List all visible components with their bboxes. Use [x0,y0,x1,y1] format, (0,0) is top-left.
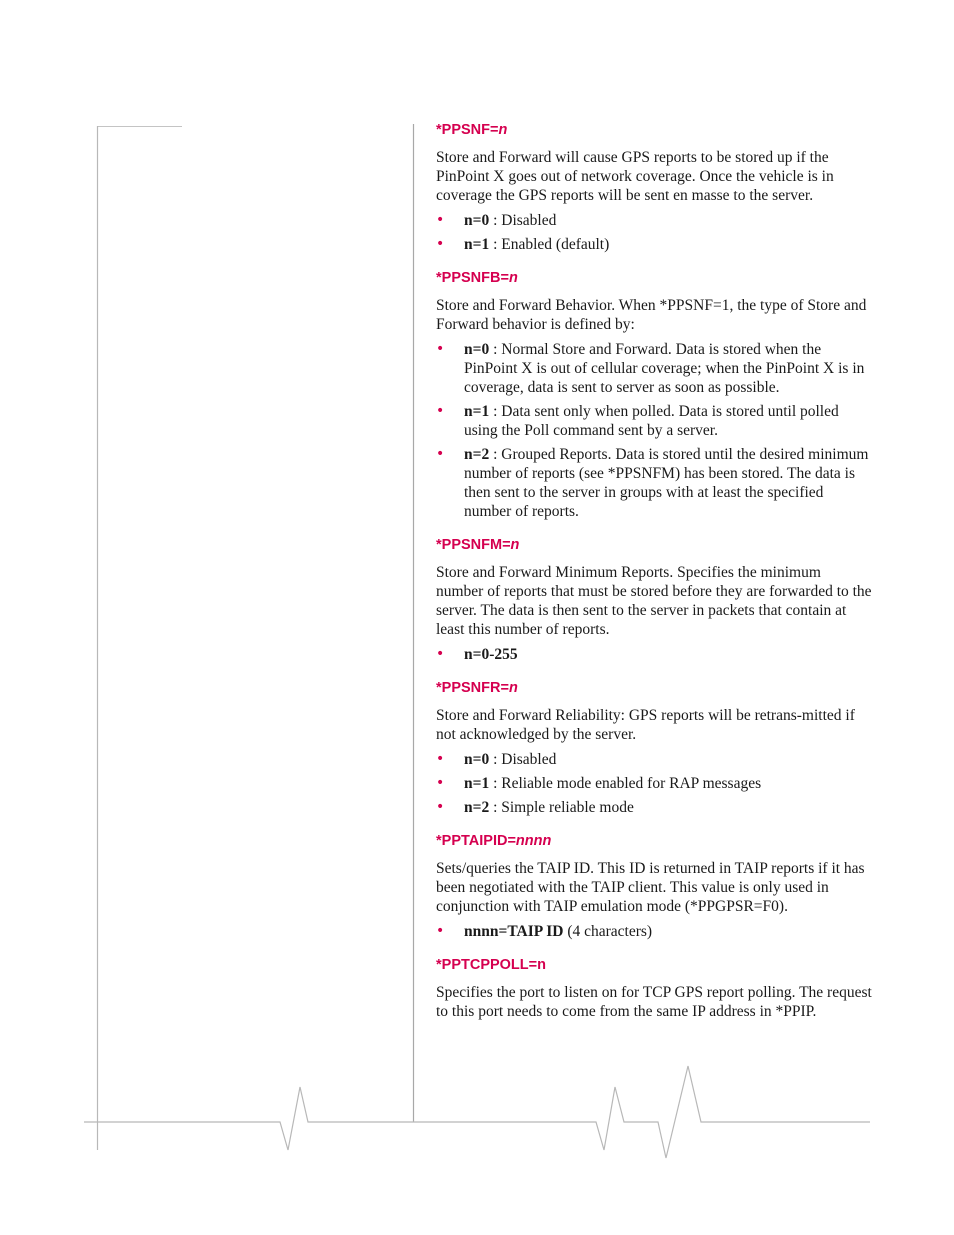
option-value: n=0 [464,751,490,768]
option-list [436,750,872,817]
description-paragraph: Store and Forward Behavior. When *PPSNF=1, the type of Store and Forward behavior is defined by: [436,297,867,333]
command-name: *PPSNFM= [436,537,511,553]
list-item [436,774,872,793]
command-argument: n [537,957,546,973]
list-item [436,750,872,769]
bullet-icon: • [436,751,445,767]
command-argument: n [508,270,518,286]
command-name: *PPTCPPOLL= [436,957,538,973]
command-heading [436,535,872,555]
command-argument: n [498,122,508,138]
bullet-icon: • [436,646,445,662]
command-section [436,535,872,664]
option-description: : Reliable mode enabled for RAP messages [489,775,762,792]
command-section [436,678,872,817]
description-paragraph: Store and Forward Reliability: GPS reports will be retrans-mitted if not acknowledged by the server. [436,707,855,743]
option-value: n=1 [464,403,490,420]
command-heading [436,678,872,698]
bullet-icon: • [436,403,445,419]
main-text-column [436,120,872,1027]
command-name: *PPSNF= [436,122,499,138]
bullet-icon: • [436,341,445,357]
list-item [436,340,872,397]
command-argument: nnnn [515,833,552,849]
option-list [436,645,872,664]
option-value: n=0 [464,212,490,229]
bullet-icon: • [436,775,445,791]
option-list [436,922,872,941]
command-section [436,120,872,254]
command-heading [436,831,872,851]
footer-waveform [84,1066,870,1158]
option-list [436,211,872,254]
option-value: nnnn=TAIP ID [464,923,564,940]
bullet-icon: • [436,236,445,252]
bullet-icon: • [436,923,445,939]
option-description: : Grouped Reports. Data is stored until the desired minimum number of reports (see *PPSNFM) has been stored. The data is then sent to the server in groups with at least the specified number of reports. [464,446,869,520]
description-paragraph: Specifies the port to listen on for TCP GPS report polling. The request to this port needs to come from the same IP address in *PPIP. [436,984,872,1020]
description-paragraph: Sets/queries the TAIP ID. This ID is returned in TAIP reports if it has been negotiated with the TAIP client. This value is only used in conjunction with TAIP emulation mode (*PPGPSR=F0). [436,860,865,915]
list-item [436,402,872,440]
bullet-icon: • [436,799,445,815]
list-item [436,798,872,817]
option-description: : Data sent only when polled. Data is stored until polled using the Poll command sent by a server. [464,403,839,439]
command-section [436,831,872,941]
list-item [436,235,872,254]
option-value: n=0-255 [464,646,518,663]
command-name: *PPTAIPID= [436,833,516,849]
option-value: n=1 [464,775,490,792]
list-item [436,211,872,230]
option-description: : Normal Store and Forward. Data is stored when the PinPoint X is out of cellular coverage; when the PinPoint X is in coverage, data is sent to server as soon as possible. [464,341,865,396]
option-description: : Disabled [489,751,557,768]
command-name: *PPSNFB= [436,270,509,286]
list-item [436,445,872,521]
command-section [436,268,872,521]
option-list [436,340,872,521]
command-section [436,955,872,1021]
list-item [436,645,872,664]
option-description: : Simple reliable mode [489,799,634,816]
option-value: n=1 [464,236,490,253]
description-paragraph: Store and Forward Minimum Reports. Specifies the minimum number of reports that must be stored before they are forwarded to the server. The data is then sent to the server in packets that contain at least this number of reports. [436,564,872,638]
command-name: *PPSNFR= [436,680,509,696]
command-argument: n [510,537,520,553]
command-argument: n [508,680,518,696]
description-paragraph: Store and Forward will cause GPS reports to be stored up if the PinPoint X goes out of network coverage. Once the vehicle is in coverage the GPS reports will be sent en masse to the server. [436,149,834,204]
option-value: n=2 [464,799,490,816]
option-description: (4 characters) [563,923,653,940]
list-item [436,922,872,941]
bullet-icon: • [436,212,445,228]
command-heading [436,268,872,288]
option-value: n=2 [464,446,490,463]
command-heading [436,120,872,140]
option-value: n=0 [464,341,490,358]
option-description: : Disabled [489,212,557,229]
bullet-icon: • [436,446,445,462]
option-description: : Enabled (default) [489,236,610,253]
command-heading [436,955,872,975]
